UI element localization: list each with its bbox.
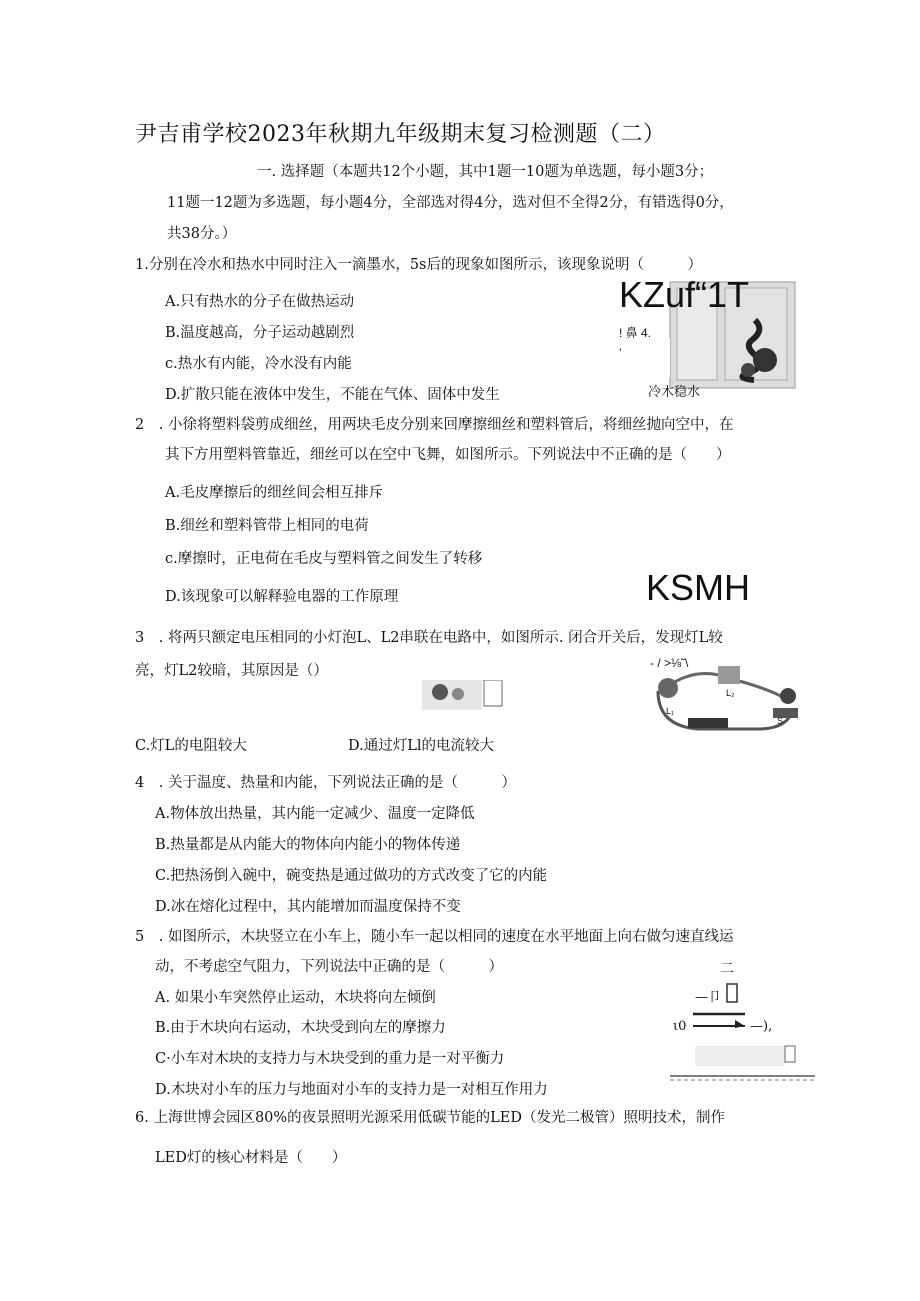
section-intro-line-3: 共38分。） xyxy=(167,226,237,242)
q5-figure-right-text: —), xyxy=(750,1019,773,1034)
q1-option-c: c.热水有内能，冷水没有内能 xyxy=(165,356,352,372)
q5-figure-left-text: ι0 xyxy=(673,1019,687,1034)
q4-stem: 4 . 关于温度、热量和内能，下列说法正确的是（ ） xyxy=(135,775,516,791)
q1-figure-label-2: ’ xyxy=(619,346,622,360)
section-intro-line-2: 11题一12题为多选题，每小题4分，全部选对得4分，选对但不全得2分，有错选得0分， xyxy=(167,195,734,211)
q5-figure-arrow-text: —卩 xyxy=(695,990,722,1005)
q3-label-l2: L₂ xyxy=(726,688,735,698)
q4-option-c: C.把热汤倒入碗中，碗变热是通过做功的方式改变了它的内能 xyxy=(155,868,548,884)
section-intro-line-1: 一. 选择题（本题共12个小题，其中1题一10题为单选题，每小题3分； xyxy=(257,164,714,180)
q3-bulb-fragment xyxy=(422,680,504,710)
q4-option-d: D.冰在熔化过程中，其内能增加而温度保持不变 xyxy=(155,899,461,915)
page-title: 尹吉甫学校2023年秋期九年级期末复习检测题（二） xyxy=(135,122,666,147)
q2-stem-line-2: 其下方用塑料管靠近，细丝可以在空中飞舞，如图所示。下列说法中不正确的是（ ） xyxy=(165,447,731,463)
q3-small-figure xyxy=(422,680,504,710)
q4-option-b: B.热量都是从内能大的物体向内能小的物体传递 xyxy=(155,837,461,853)
q2-option-d: D.该现象可以解释验电器的工作原理 xyxy=(165,589,399,605)
q5-figure-top-text: 二 xyxy=(720,961,734,977)
q3-stem-line-2: 亮，灯L2较暗，其原因是（） xyxy=(135,663,328,679)
q1-option-a: A.只有热水的分子在做热运动 xyxy=(165,294,355,310)
q2-option-c: c.摩擦时，正电荷在毛皮与塑料管之间发生了转移 xyxy=(165,551,483,567)
q1-figure-caption: 冷木稳水 xyxy=(648,385,701,400)
q3-figure-label: - / >⅛˜\ xyxy=(650,656,689,670)
q5-figure xyxy=(665,956,820,1096)
q3-circuit-figure xyxy=(638,656,808,736)
q2-stem-line-1: 2 . 小徐将塑料袋剪成细丝，用两块毛皮分别来回摩擦细丝和塑料管后，将细丝抛向空中，在 xyxy=(135,417,734,433)
q3-label-l1: L₁ xyxy=(666,706,675,716)
q5-option-d: D.木块对小车的压力与地面对小车的支持力是一对相互作用力 xyxy=(155,1082,548,1098)
q5-option-a: A. 如果小车突然停止运动，木块将向左倾倒 xyxy=(155,990,436,1006)
q2-figure-text: KSMH xyxy=(646,567,751,608)
q4-option-a: A.物体放出热量，其内能一定减少、温度一定降低 xyxy=(155,806,475,822)
q2-option-a: A.毛皮摩擦后的细丝间会相互排斥 xyxy=(165,485,384,501)
q5-stem-line-2: 动，不考虑空气阻力，下列说法中正确的是（ ） xyxy=(155,959,503,975)
q1-option-b: B.温度越高，分子运动越剧烈 xyxy=(165,325,355,341)
q3-option-d: D.通过灯Ll的电流较大 xyxy=(348,738,494,754)
q5-stem-line-1: 5 . 如图所示，木块竖立在小车上，随小车一起以相同的速度在水平地面上向右做匀速直线运 xyxy=(135,929,734,945)
q3-option-c: C.灯L的电阻较大 xyxy=(135,738,247,754)
q1-figure-label-1: ! 鼻 4. xyxy=(619,326,652,340)
q5-cart-illustration xyxy=(665,956,820,1096)
q6-stem-line-1: 6. 上海世博会园区80%的夜景照明光源采用低碳节能的LED（发光二极管）照明技术，制作 xyxy=(135,1110,726,1126)
q3-stem-line-1: 3 . 将两只额定电压相同的小灯泡L、L2串联在电路中，如图所示. 闭合开关后，发现灯L较 xyxy=(135,630,723,646)
q2-option-b: B.细丝和塑料管带上相同的电荷 xyxy=(165,518,369,534)
q1-stem: 1.分别在冷水和热水中同时注入一滴墨水，5s后的现象如图所示，该现象说明（ ） xyxy=(135,257,702,273)
q3-label-s: S xyxy=(777,716,784,726)
q1-option-d: D.扩散只能在液体中发生，不能在气体、固体中发生 xyxy=(165,387,500,403)
q5-option-b: B.由于木块向右运动，木块受到向左的摩擦力 xyxy=(155,1020,446,1036)
q1-figure xyxy=(615,274,800,400)
q6-stem-line-2: LED灯的核心材料是（ ） xyxy=(155,1150,347,1166)
q5-option-c: C·小车对木块的支持力与木块受到的重力是一对平衡力 xyxy=(155,1051,505,1067)
q1-figure-text: KZuf“1T xyxy=(619,274,750,315)
